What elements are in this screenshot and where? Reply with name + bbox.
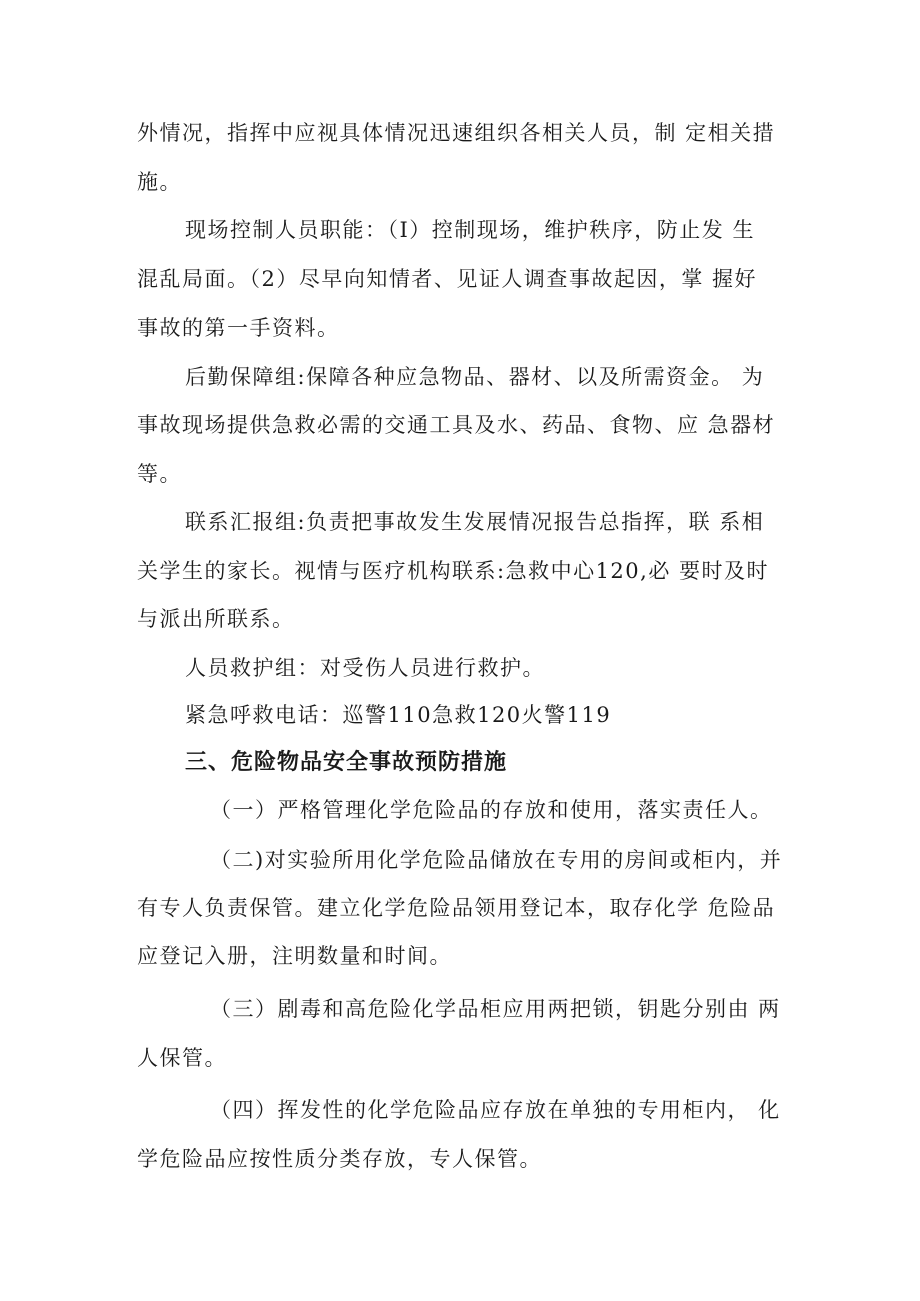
- paragraph-line: （一）严格管理化学危险品的存放和使用，落实责任人。: [210, 798, 773, 822]
- paragraph-line: 混乱局面。（2）尽早向知情者、见证人调查事故起因，掌 握好: [137, 267, 758, 291]
- paragraph-line: 人员救护组：对受伤人员进行救护。: [185, 656, 545, 680]
- paragraph-line: 与派出所联系。: [137, 607, 295, 631]
- paragraph-line: 联系汇报组:负责把事故发生发展情况报告总指挥，联 系相: [185, 510, 765, 534]
- paragraph-line: 有专人负责保管。建立化学危险品领用登记本，取存化学 危险品: [137, 896, 776, 920]
- section-heading: 三、危险物品安全事故预防措施: [185, 750, 508, 775]
- paragraph-line: 事故现场提供急救必需的交通工具及水、药品、食物、应 急器材: [137, 413, 776, 437]
- paragraph-line: 紧急呼救电话：巡警110急救120火警119: [185, 703, 612, 727]
- paragraph-line: 外情况，指挥中应视具体情况迅速组织各相关人员，制 定相关措: [137, 121, 776, 145]
- paragraph-line: 施。: [137, 170, 182, 194]
- paragraph-line: （三）剧毒和高危险化学品柜应用两把锁，钥匙分别由 两: [210, 997, 781, 1021]
- paragraph-line: 关学生的家长。视情与医疗机构联系:急救中心120,必 要时及时: [137, 559, 770, 583]
- paragraph-line: （四）挥发性的化学危险品应存放在单独的专用柜内， 化: [210, 1098, 781, 1122]
- paragraph-line: 现场控制人员职能：（I）控制现场，维护秩序，防止发 生: [185, 218, 755, 242]
- paragraph-line: 学危险品应按性质分类存放，专人保管。: [137, 1147, 542, 1171]
- paragraph-line: 应登记入册，注明数量和时间。: [137, 944, 452, 968]
- paragraph-line: 后勤保障组:保障各种应急物品、器材、以及所需资金。 为: [185, 365, 765, 389]
- paragraph-line: 事故的第一手资料。: [137, 316, 340, 340]
- paragraph-line: 等。: [137, 462, 182, 486]
- paragraph-line: （二)对实验所用化学危险品储放在专用的房间或柜内，并: [210, 848, 783, 872]
- paragraph-line: 人保管。: [137, 1046, 227, 1070]
